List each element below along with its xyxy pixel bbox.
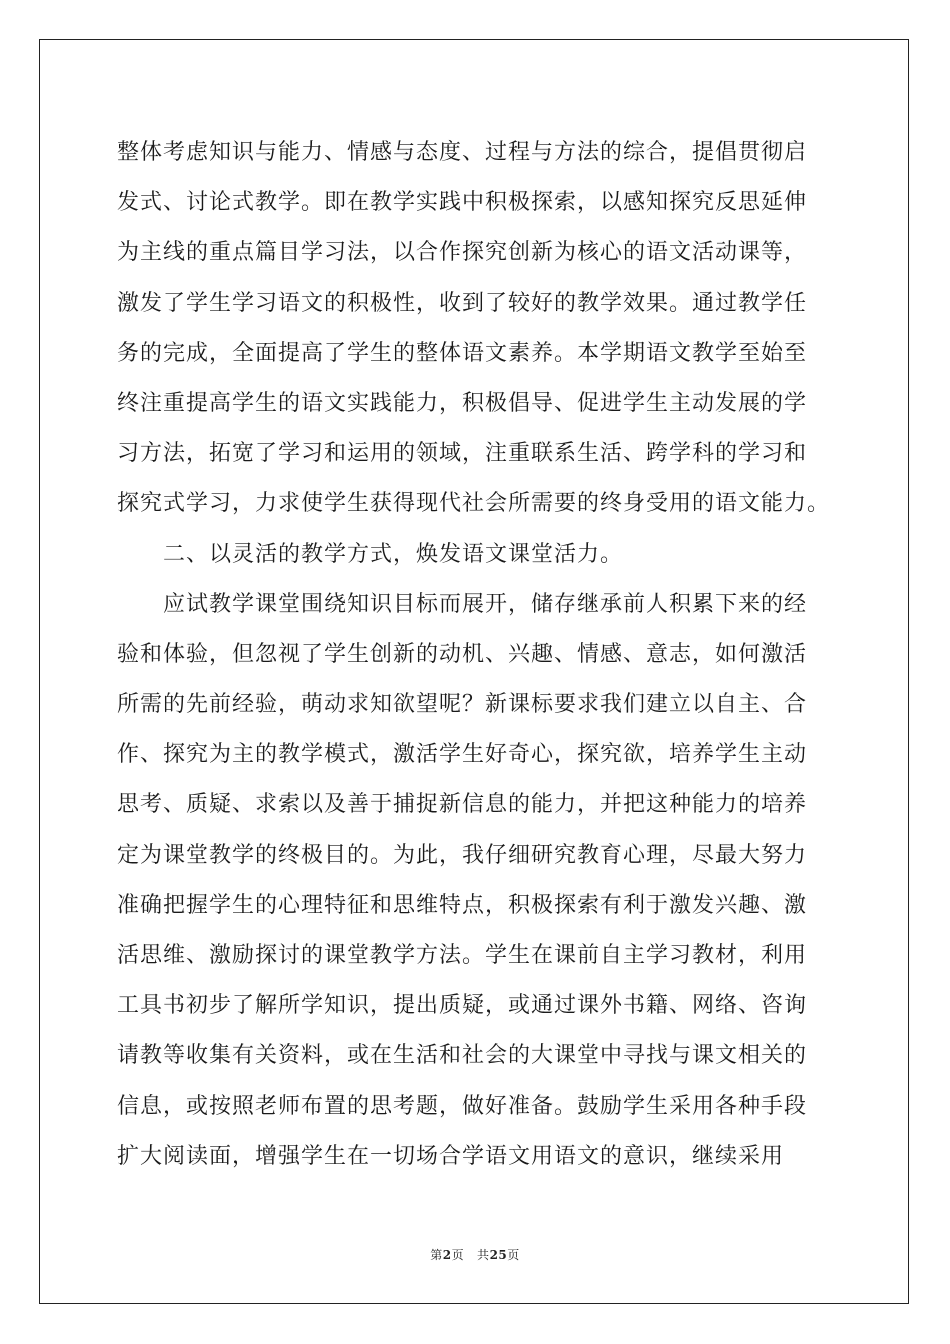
text-line: 扩大阅读面，增强学生在一切场合学语文用语文的意识，继续采用	[117, 1143, 785, 1169]
text-line: 验和体验，但忽视了学生创新的动机、兴趣、情感、意志，如何激活	[117, 641, 808, 667]
text-line: 思考、质疑、求索以及善于捕捉新信息的能力，并把这种能力的培养	[117, 792, 808, 818]
text-line: 发式、讨论式教学。即在教学实践中积极探索，以感知探究反思延伸	[117, 190, 808, 216]
text-line: 整体考虑知识与能力、情感与态度、过程与方法的综合，提倡贯彻启	[117, 140, 808, 165]
document-body	[117, 128, 833, 1182]
text-line: 为主线的重点篇目学习法，以合作探究创新为核心的语文活动课等，	[117, 240, 808, 266]
page-number: 2	[442, 1248, 452, 1262]
text-line: 工具书初步了解所学知识，提出质疑，或通过课外书籍、网络、咨询	[117, 993, 808, 1019]
text-line: 习方法，拓宽了学习和运用的领域，注重联系生活、跨学科的学习和	[117, 441, 808, 467]
text-line: 激发了学生学习语文的积极性，收到了较好的教学效果。通过教学任	[117, 290, 808, 316]
text-line: 所需的先前经验，萌动求知欲望呢？新课标要求我们建立以自主、合	[117, 692, 808, 718]
page-prefix: 第	[430, 1248, 443, 1262]
text-line: 活思维、激励探讨的课堂教学方法。学生在课前自主学习教材，利用	[117, 943, 808, 968]
text-line: 定为课堂教学的终极目的。为此，我仔细研究教育心理，尽最大努力	[117, 842, 808, 868]
text-line: 应试教学课堂围绕知识目标而展开，储存继承前人积累下来的经	[117, 591, 808, 617]
text-line: 务的完成，全面提高了学生的整体语文素养。本学期语文教学至始至	[117, 340, 808, 366]
text-line: 探究式学习，力求使学生获得现代社会所需要的终身受用的语文能力。	[117, 491, 831, 517]
text-line: 信息，或按照老师布置的思考题，做好准备。鼓励学生采用各种手段	[117, 1093, 808, 1119]
total-pages: 25	[489, 1248, 508, 1262]
text-line: 准确把握学生的心理特征和思维特点，积极探索有利于激发兴趣、激	[117, 892, 808, 918]
text-line: 作、探究为主的教学模式，激活学生好奇心，探究欲，培养学生主动	[117, 742, 808, 768]
text-line: 请教等收集有关资料，或在生活和社会的大课堂中寻找与课文相关的	[117, 1043, 808, 1069]
page-footer	[0, 1246, 950, 1263]
total-suffix: 页	[507, 1248, 520, 1262]
total-prefix: 共	[477, 1248, 490, 1262]
page-suffix: 页	[451, 1248, 465, 1262]
text-line: 终注重提高学生的语文实践能力，积极倡导、促进学生主动发展的学	[117, 390, 808, 416]
section-heading: 二、以灵活的教学方式，焕发语文课堂活力。	[117, 541, 624, 567]
